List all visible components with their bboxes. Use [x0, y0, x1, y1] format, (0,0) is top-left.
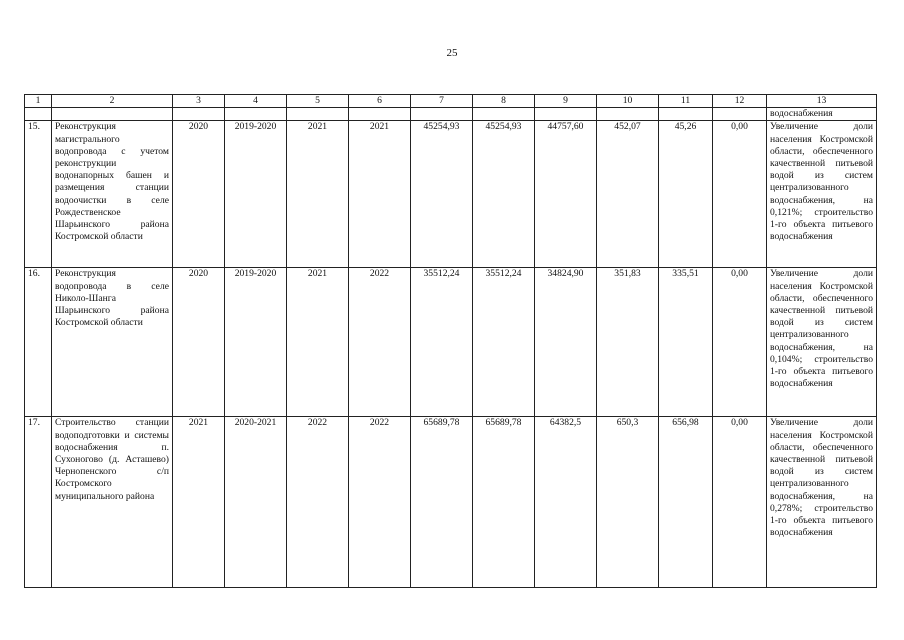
cell-col8: 45254,93	[473, 121, 535, 268]
cell-col5: 2021	[287, 121, 349, 268]
measure-name: Реконструкция магистрального водопровода с учетом реконструкции водонапорных башен и размещения станции водоочистки в селе Рождественское Шарьинского района Костромской области	[52, 121, 173, 268]
column-header: 2	[52, 95, 173, 108]
column-number-row	[25, 95, 877, 108]
cell-col8: 35512,24	[473, 268, 535, 417]
cell-col11: 45,26	[659, 121, 713, 268]
measure-name: Строительство станции водоподготовки и системы водоснабжения п. Сухоногово (д. Асташево) Чернопенского с/п Костромского муниципального района	[52, 417, 173, 588]
cell-col7: 65689,78	[411, 417, 473, 588]
cell-col3: 2021	[173, 417, 225, 588]
program-table	[24, 94, 877, 588]
cell-col10: 452,07	[597, 121, 659, 268]
cell-col7: 45254,93	[411, 121, 473, 268]
cell-col11: 656,98	[659, 417, 713, 588]
cell-col6: 2022	[349, 417, 411, 588]
column-header: 11	[659, 95, 713, 108]
column-header: 10	[597, 95, 659, 108]
expected-result: Увеличение доли населения Костромской области, обеспеченного качественной питьевой водой из систем централизованного водоснабжения, на 0,104%; строительство 1-го объекта питьевого водоснабжения	[767, 268, 877, 417]
cell-col5: 2021	[287, 268, 349, 417]
cell-col6: 2021	[349, 121, 411, 268]
table-row	[25, 417, 877, 588]
cell-col11: 335,51	[659, 268, 713, 417]
cell-col9: 34824,90	[535, 268, 597, 417]
table-row	[25, 268, 877, 417]
expected-result: Увеличение доли населения Костромской области, обеспеченного качественной питьевой водой из систем централизованного водоснабжения, на 0,121%; строительство 1-го объекта питьевого водоснабжения	[767, 121, 877, 268]
cell-col4: 2019-2020	[225, 268, 287, 417]
continuation-row	[25, 108, 877, 121]
cell-col3: 2020	[173, 121, 225, 268]
cell-col9: 44757,60	[535, 121, 597, 268]
expected-result: Увеличение доли населения Костромской области, обеспеченного качественной питьевой водой из систем централизованного водоснабжения, на 0,278%; строительство 1-го объекта питьевого водоснабжения	[767, 417, 877, 588]
cell-col5: 2022	[287, 417, 349, 588]
continuation-text: водоснабжения	[767, 108, 877, 121]
cell-col4: 2019-2020	[225, 121, 287, 268]
cell-col4: 2020-2021	[225, 417, 287, 588]
row-number: 16.	[25, 268, 52, 417]
cell-col12: 0,00	[713, 268, 767, 417]
cell-col3: 2020	[173, 268, 225, 417]
row-number: 17.	[25, 417, 52, 588]
row-number: 15.	[25, 121, 52, 268]
column-header: 12	[713, 95, 767, 108]
cell-col9: 64382,5	[535, 417, 597, 588]
column-header: 4	[225, 95, 287, 108]
column-header: 6	[349, 95, 411, 108]
measure-name: Реконструкция водопровода в селе Николо-Шанга Шарьинского района Костромской области	[52, 268, 173, 417]
cell-col12: 0,00	[713, 417, 767, 588]
column-header: 13	[767, 95, 877, 108]
column-header: 1	[25, 95, 52, 108]
cell-col7: 35512,24	[411, 268, 473, 417]
cell-col6: 2022	[349, 268, 411, 417]
column-header: 3	[173, 95, 225, 108]
cell-col10: 650,3	[597, 417, 659, 588]
column-header: 7	[411, 95, 473, 108]
column-header: 5	[287, 95, 349, 108]
column-header: 8	[473, 95, 535, 108]
column-header: 9	[535, 95, 597, 108]
cell-col12: 0,00	[713, 121, 767, 268]
cell-col8: 65689,78	[473, 417, 535, 588]
cell-col10: 351,83	[597, 268, 659, 417]
table-row	[25, 121, 877, 268]
page-number: 25	[446, 47, 458, 59]
